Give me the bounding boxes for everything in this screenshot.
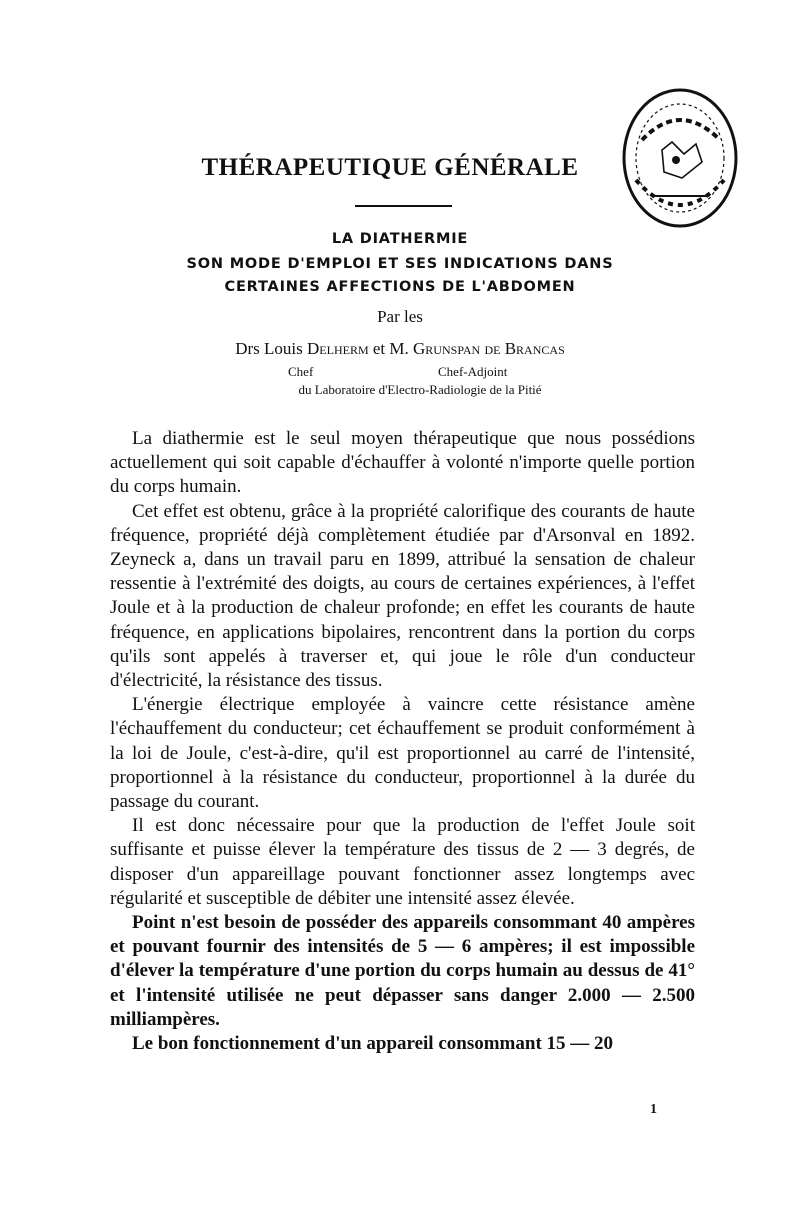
title-rule [355, 205, 452, 207]
authors-line [150, 339, 650, 359]
section-title: THÉRAPEUTIQUE GÉNÉRALE [201, 154, 579, 181]
author-2-name: Grunspan de Brancas [413, 339, 565, 358]
laboratory-affiliation: du Laboratoire d'Electro-Radiologie de la Pitié [298, 382, 542, 397]
authors-prefix: Drs [235, 339, 260, 358]
paragraph-5: Point n'est besoin de posséder des appareils consommant 40 ampères et pouvant fournir des intensités de 5 — 6 ampères; il est impossible d'élever la température d'une portion du corps humain au dessus de 41° et l'intensité utilisée ne peut dépasser sans danger 2.000 — 2.500 milliampères. [110, 912, 695, 1030]
paragraph-3: L'énergie électrique employée à vaincre cette résistance amène l'échauffement du conducteur; cet échauffement se produit conformément à la loi de Joule, c'est-à-dire, qu'il est proportionnel au carré de l'intensité, proportionnel à la résistance du conducteur, proportionnel à la durée du passage du courant. [110, 694, 695, 813]
author-2-role: Chef-Adjoint [438, 364, 508, 379]
byline-intro: Par les [377, 307, 423, 326]
author-1-first-name: Louis [264, 339, 303, 358]
article-body [110, 427, 695, 1056]
paragraph-1: La diathermie est le seul moyen thérapeutique que nous possédions actuellement qui soit capable d'échauffer à volonté n'importe quelle portion du corps humain. [110, 428, 695, 498]
paragraph-4: Il est donc nécessaire pour que la production de l'effet Joule soit suffisante et puisse élever la température des tissus de 2 — 3 degrés, de disposer d'un appareillage pouvant fonctionner assez longtemps avec régularité et susceptible de débiter une intensité assez élevée. [110, 815, 695, 909]
paragraph-6: Le bon fonctionnement d'un appareil consommant 15 — 20 [132, 1033, 614, 1055]
authors-conjunction: et M. [372, 339, 409, 358]
paragraph-2: Cet effet est obtenu, grâce à la propriété calorifique des courants de haute fréquence, propriété déjà complètement étudiée par d'Arsonval en 1892. Zeyneck a, dans un travail paru en 1899, attribué la sensation de chaleur ressentie à l'extrémité des doigts, au cours de certaines expériences, à l'effet Joule et à la production de chaleur profonde; en effet les courants de haute fréquence, en applications bipolaires, rencontrent dans la portion du corps qu'ils sont appelés à traverser et, qui joue le rôle d'un conducteur d'électricité, la résistance des tissus. [110, 500, 695, 692]
author-1-last-name: Delherm [307, 339, 369, 358]
article-subtitle-line-1: SON MODE D'EMPLOI ET SES INDICATIONS DANS [186, 256, 614, 272]
article-subtitle-line-2: CERTAINES AFFECTIONS DE L'ABDOMEN [224, 279, 576, 295]
page-number: 1 [650, 1102, 657, 1117]
article-title: LA DIATHERMIE [331, 231, 469, 247]
library-stamp-seal [612, 80, 742, 240]
author-1-role: Chef [288, 364, 314, 379]
